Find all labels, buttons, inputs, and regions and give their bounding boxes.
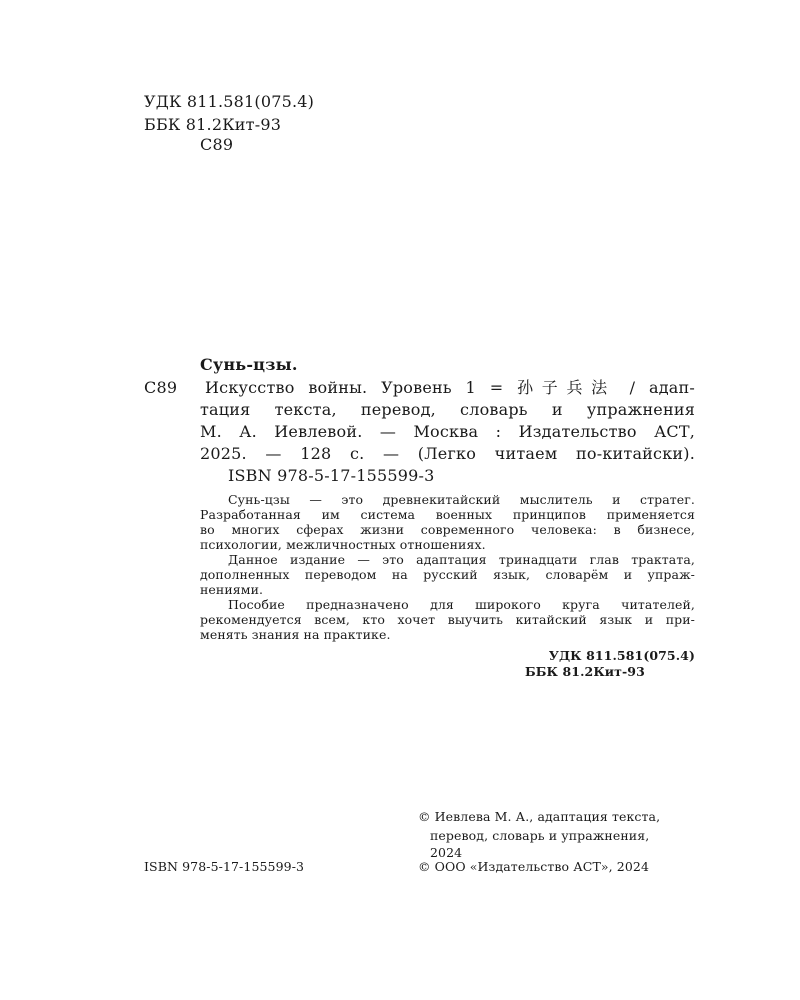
annotation-line: Сунь-цзы — это древнекитайский мыслитель и стратег. [228, 492, 695, 507]
author-heading: Сунь-цзы. [200, 355, 298, 374]
title-line: тация текста, перевод, словарь и упражнения [200, 400, 695, 419]
annotation-line: рекомендуется всем, кто хочет выучить китайский язык и при- [200, 612, 695, 627]
copyright-line: © Иевлева М. А., адаптация текста, [418, 809, 661, 824]
title-line: М. А. Иевлевой. — Москва : Издательство АСТ, [200, 422, 695, 441]
annotation-line: психологии, межличностных отношениях. [200, 537, 486, 552]
author-mark: С89 [144, 378, 178, 397]
annotation-line: Данное издание — это адаптация тринадцати глав трактата, [228, 552, 695, 567]
copyright-line: 2024 [430, 845, 463, 860]
bbk-code-bottom: ББК 81.2Кит-93 [525, 664, 645, 679]
title-line: Искусство войны. Уровень 1 = 孙子兵法 / адап- [205, 378, 695, 397]
author-mark-top: С89 [200, 135, 234, 154]
udk-code-bottom: УДК 811.581(075.4) [548, 648, 695, 663]
annotation-line: Пособие предназначено для широкого круга читателей, [228, 597, 695, 612]
annotation-line: менять знания на практике. [200, 627, 391, 642]
isbn-record: ISBN 978-5-17-155599-3 [228, 466, 435, 485]
copyright-line: © ООО «Издательство АСТ», 2024 [418, 859, 649, 874]
annotation-line: дополненных переводом на русский язык, словарём и упраж- [200, 567, 695, 582]
annotation-line: Разработанная им система военных принципов применяется [200, 507, 695, 522]
title-line: 2025. — 128 с. — (Легко читаем по-китайски). [200, 444, 695, 463]
bbk-code-top: ББК 81.2Кит-93 [144, 115, 282, 134]
annotation-line: во многих сферах жизни современного человека: в бизнесе, [200, 522, 695, 537]
annotation-line: нениями. [200, 582, 264, 597]
copyright-line: перевод, словарь и упражнения, [430, 828, 650, 843]
udk-code-top: УДК 811.581(075.4) [144, 92, 315, 111]
isbn-footer: ISBN 978-5-17-155599-3 [144, 859, 305, 874]
